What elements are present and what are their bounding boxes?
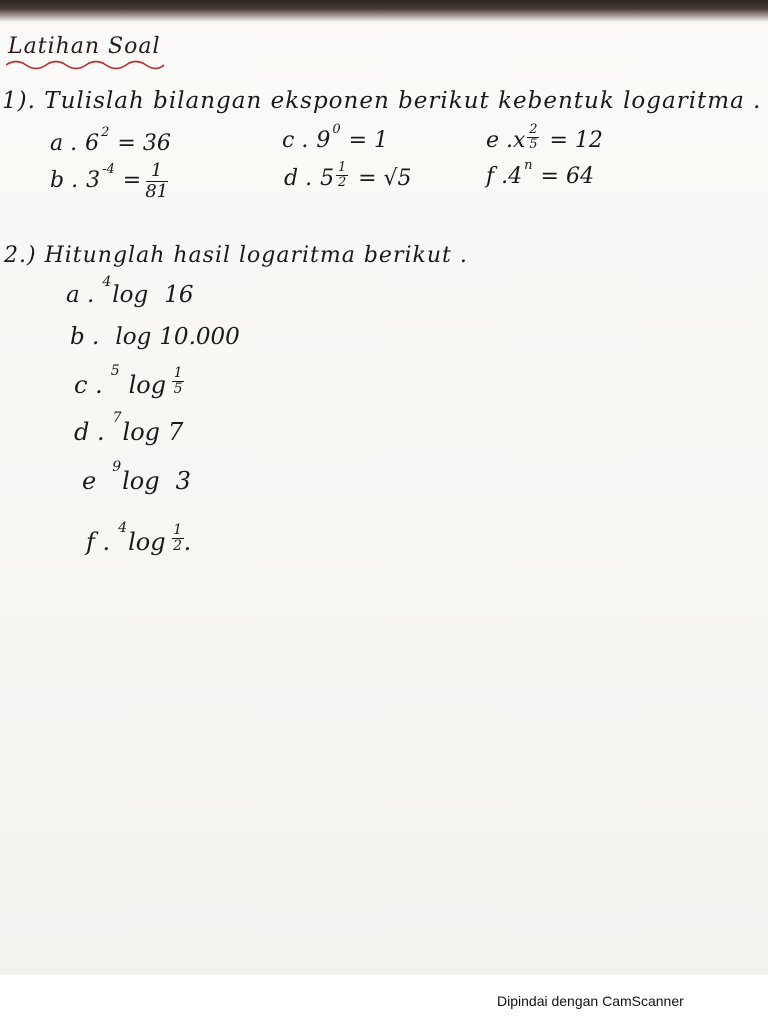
numerator: 1 (173, 522, 183, 538)
log-text: log (128, 528, 166, 556)
item-label: b . (50, 168, 79, 193)
scanner-watermark: Dipindai dengan CamScanner (497, 993, 684, 1009)
exponent: -4 (102, 162, 115, 177)
q2-item-d (74, 410, 184, 446)
item-label: e . (486, 128, 514, 153)
log-argument: 10.000 (159, 324, 240, 350)
exponent-fraction (527, 124, 539, 151)
q2-item-c (74, 363, 184, 400)
result: = 64 (540, 164, 594, 189)
log-text: log (115, 324, 152, 350)
fraction (145, 162, 168, 201)
exponent-numerator: 2 (529, 122, 538, 137)
item-label: d . (74, 418, 105, 446)
question-2-instruction: 2.) Hitunglah hasil logaritma berikut . (4, 243, 468, 268)
q1-item-e (486, 122, 603, 155)
base: 9 (316, 128, 331, 153)
base: 4 (508, 164, 523, 189)
q1-item-b (50, 160, 169, 207)
log-argument-fraction (172, 524, 184, 553)
question-1-instruction: 1). Tulislah bilangan eksponen berikut kebentuk logaritma . (2, 88, 762, 114)
trailing-period: . (183, 528, 192, 556)
item-label: b . (70, 324, 100, 350)
base: x (513, 128, 526, 153)
exponent: 2 (101, 125, 110, 140)
item-label: f . (486, 164, 509, 189)
denominator: 2 (173, 538, 183, 554)
numerator: 1 (173, 365, 183, 381)
denominator: 5 (173, 381, 183, 397)
log-text: log (122, 467, 160, 495)
scan-top-edge (0, 0, 768, 22)
exponent-fraction (336, 162, 348, 189)
exponent-denominator: 5 (529, 137, 538, 152)
base: 3 (86, 168, 101, 193)
item-label: a . (50, 131, 78, 156)
item-label: a . (66, 282, 95, 308)
log-base: 7 (112, 410, 122, 426)
q2-item-a (66, 274, 194, 308)
exponent-denominator: 2 (337, 175, 347, 190)
title-underline (6, 58, 166, 72)
item-label: f . (86, 528, 111, 556)
log-base: 4 (102, 274, 112, 290)
log-base: 9 (112, 459, 122, 475)
exponent-numerator: 1 (337, 160, 347, 175)
q2-item-f (86, 520, 192, 557)
numerator: 1 (150, 160, 163, 181)
log-text: log (112, 282, 149, 308)
item-label: d . (284, 166, 313, 191)
log-base: 4 (118, 520, 128, 536)
log-text: log (128, 371, 167, 399)
result: = 12 (549, 128, 603, 153)
item-label: c . (74, 371, 103, 399)
q1-item-c (282, 122, 389, 153)
log-argument: 16 (164, 282, 194, 308)
q1-item-d (284, 160, 412, 193)
log-text: log (122, 418, 161, 446)
result: = 36 (117, 131, 171, 156)
result: = 1 (348, 128, 389, 153)
log-argument: 7 (168, 418, 184, 446)
item-label: c . (282, 128, 309, 153)
result: = √5 (358, 166, 412, 191)
log-argument: 3 (175, 467, 191, 495)
q1-item-a (50, 125, 171, 156)
equals-sign: = (122, 168, 142, 193)
denominator: 81 (145, 181, 169, 202)
base: 5 (320, 166, 335, 191)
q2-item-b (70, 324, 240, 350)
exponent: 0 (332, 122, 341, 137)
exponent: n (524, 158, 533, 173)
page-title: Latihan Soal (8, 34, 161, 59)
q1-item-f (486, 158, 594, 189)
item-label: e (82, 467, 97, 495)
base: 6 (85, 131, 100, 156)
log-base: 5 (110, 363, 120, 379)
log-argument-fraction (172, 367, 184, 396)
q2-item-e (82, 459, 191, 495)
